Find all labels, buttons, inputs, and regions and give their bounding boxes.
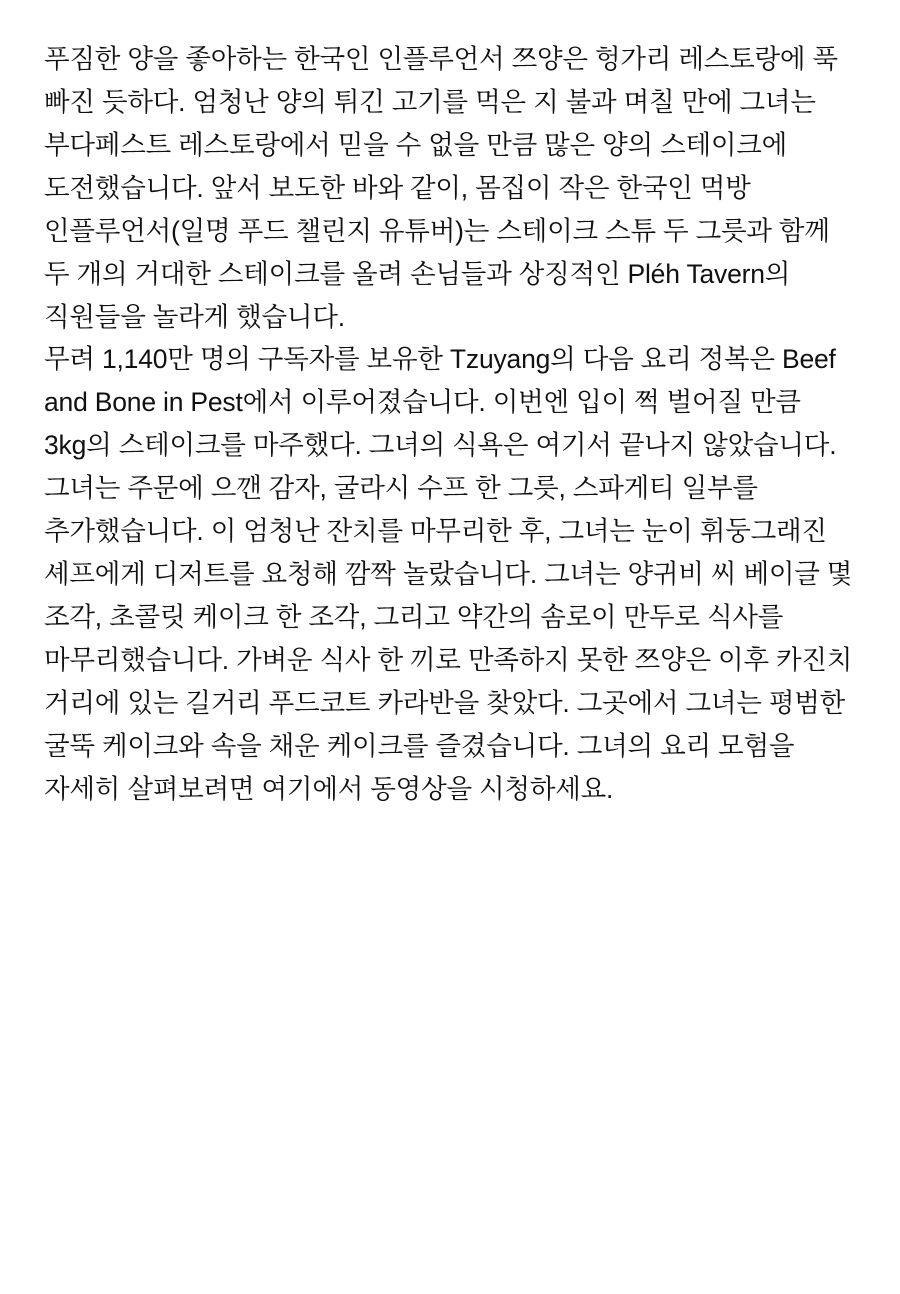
article-paragraph-2: 무려 1,140만 명의 구독자를 보유한 Tzuyang의 다음 요리 정복은 Beef and Bone in Pest에서 이루어졌습니다. 이번엔 입이 쩍 벌어질 만큼 3kg의 스테이크를 마주했다. 그녀의 식욕은 여기서 끝나지 않았습니다. 그녀는 주문에 으깬 감자, 굴라시 수프 한 그릇, 스파게티 일부를 추가했습니다. 이 엄청난 잔치를 마무리한 후, 그녀는 눈이 휘둥그래진 셰프에게 디저트를 요청해 깜짝 놀랐습니다. 그녀는 양귀비 씨 베이글 몇 조각, 초콜릿 케이크 한 조각, 그리고 약간의 솜로이 만두로 식사를 마무리했습니다. 가벼운 식사 한 끼로 만족하지 못한 쯔양은 이후 카진치 거리에 있는 길거리 푸드코트 카라반을 찾았다. 그곳에서 그녀는 평범한 굴뚝 케이크와 속을 채운 케이크를 즐겼습니다. 그녀의 요리 모험을 자세히 살펴보려면 여기에서 동영상을 시청하세요. bbox=[44, 344, 853, 804]
article-paragraph-1: 푸짐한 양을 좋아하는 한국인 인플루언서 쯔양은 헝가리 레스토랑에 푹 빠진 듯하다. 엄청난 양의 튀긴 고기를 먹은 지 불과 며칠 만에 그녀는 부다페스트 레스토랑에서 믿을 수 없을 만큼 많은 양의 스테이크에 도전했습니다. 앞서 보도한 바와 같이, 몸집이 작은 한국인 먹방 인플루언서(일명 푸드 챌린지 유튜버)는 스테이크 스튜 두 그릇과 함께 두 개의 거대한 스테이크를 올려 손님들과 상징적인 Pléh Tavern의 직원들을 놀라게 했습니다. bbox=[44, 44, 838, 332]
